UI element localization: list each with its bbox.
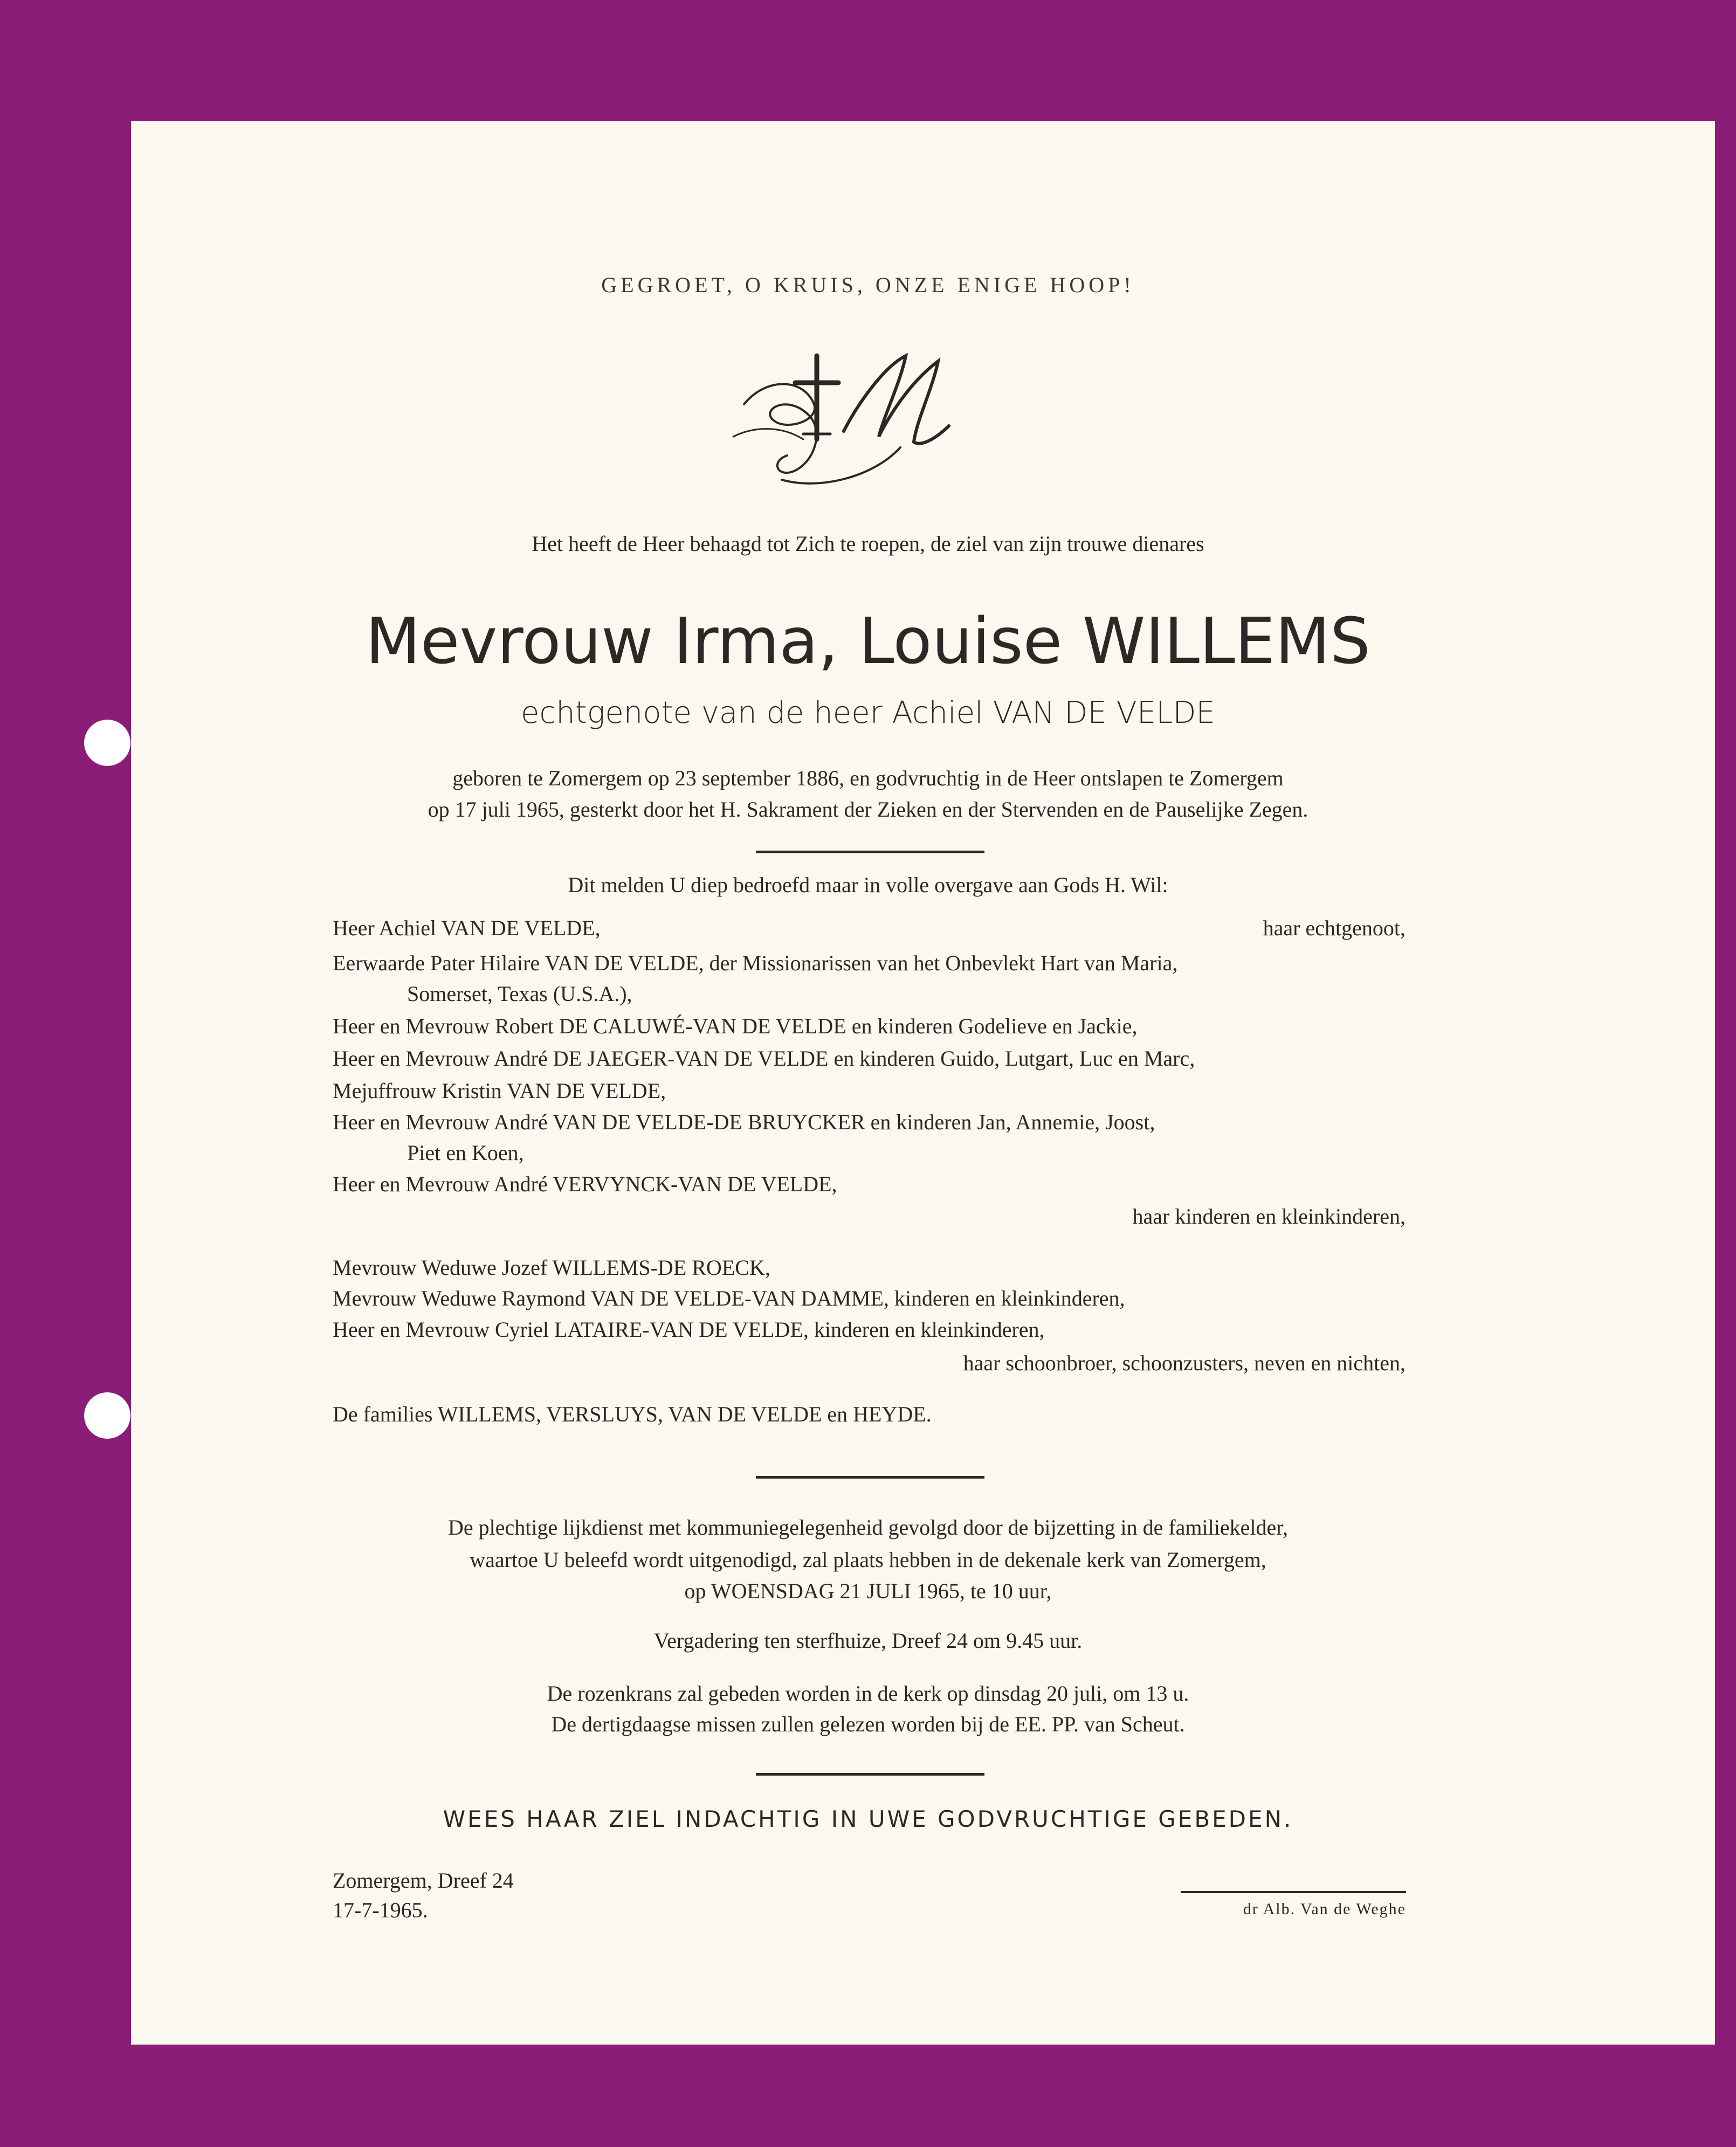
divider-3: [756, 1773, 984, 1776]
divider-1: [756, 851, 984, 853]
divider-2: [756, 1476, 984, 1479]
family-line-11: Mevrouw Weduwe Jozef WILLEMS-DE ROECK,: [333, 1255, 770, 1280]
masses-line: De dertigdaagse missen zullen gelezen worden bij de EE. PP. van Scheut.: [551, 1712, 1185, 1736]
family-line-8: Piet en Koen,: [407, 1141, 524, 1165]
intro-text: Het heeft de Heer behaagd tot Zich te roepen, de ziel van zijn trouwe dienares: [532, 531, 1204, 556]
families-line: De families WILLEMS, VERSLUYS, VAN DE VELDE en HEYDE.: [333, 1402, 932, 1426]
printer-credit: dr Alb. Van de Weghe: [1243, 1900, 1406, 1918]
family-line-13: Heer en Mevrouw Cyriel LATAIRE-VAN DE VELDE, kinderen en kleinkinderen,: [333, 1317, 1045, 1342]
husband-name: Heer Achiel VAN DE VELDE,: [333, 916, 601, 940]
family-line-12: Mevrouw Weduwe Raymond VAN DE VELDE-VAN DAMME, kinderen en kleinkinderen,: [333, 1286, 1125, 1310]
spouse-line: echtgenote van de heer Achiel VAN DE VELDE: [521, 695, 1215, 730]
printer-rule: [1181, 1891, 1406, 1893]
family-line-9: Heer en Mevrouw André VERVYNCK-VAN DE VELDE,: [333, 1172, 837, 1196]
service-line-2: waartoe U beleefd wordt uitgenodigd, zal plaats hebben in de dekenale kerk van Zomergem,: [470, 1548, 1266, 1572]
family-line-husband: [333, 915, 1406, 941]
family-line-7: Heer en Mevrouw André VAN DE VELDE-DE BRUYCKER en kinderen Jan, Annemie, Joost,: [333, 1110, 1155, 1134]
punch-hole-bottom: [84, 1392, 130, 1439]
birth-death-line-2: op 17 juli 1965, gesterkt door het H. Sakrament der Zieken en der Stervenden en de Pauselijke Zegen.: [428, 797, 1308, 821]
children-role: haar kinderen en kleinkinderen,: [1132, 1204, 1406, 1228]
family-line-2: Eerwaarde Pater Hilaire VAN DE VELDE, der Missionarissen van het Onbevlekt Hart van Maria,: [333, 951, 1178, 975]
birth-death-line-1: geboren te Zomergem op 23 september 1886, en godvruchtig in de Heer ontslapen te Zomergem: [452, 766, 1284, 790]
family-line-3: Somerset, Texas (U.S.A.),: [407, 982, 632, 1006]
family-line-6: Mejuffrouw Kristin VAN DE VELDE,: [333, 1079, 666, 1103]
address: Zomergem, Dreef 24: [333, 1868, 514, 1893]
cross-monogram-icon: [722, 345, 981, 491]
husband-role: haar echtgenoot,: [1263, 916, 1406, 940]
service-line-3: op WOENSDAG 21 JULI 1965, te 10 uur,: [684, 1579, 1052, 1603]
deceased-name: Mevrouw Irma, Louise WILLEMS: [366, 604, 1370, 678]
motto: GEGROET, O KRUIS, ONZE ENIGE HOOP!: [601, 273, 1135, 297]
date: 17-7-1965.: [333, 1898, 428, 1922]
family-line-5: Heer en Mevrouw André DE JAEGER-VAN DE VELDE en kinderen Guido, Lutgart, Luc en Marc,: [333, 1046, 1195, 1071]
service-line-1: De plechtige lijkdienst met kommuniegelegenheid gevolgd door de bijzetting in de familiekelder,: [448, 1515, 1288, 1540]
family-line-4: Heer en Mevrouw Robert DE CALUWÉ-VAN DE VELDE en kinderen Godelieve en Jackie,: [333, 1014, 1138, 1038]
rosary-line: De rozenkrans zal gebeden worden in de kerk op dinsdag 20 juli, om 13 u.: [547, 1681, 1189, 1706]
gathering-line: Vergadering ten sterfhuize, Dreef 24 om 9.45 uur.: [653, 1628, 1083, 1653]
closing-prayer: WEES HAAR ZIEL INDACHTIG IN UWE GODVRUCHTIGE GEBEDEN.: [443, 1806, 1293, 1832]
announcement: Dit melden U diep bedroefd maar in volle overgave aan Gods H. Wil:: [568, 873, 1168, 897]
inlaws-role: haar schoonbroer, schoonzusters, neven en nichten,: [963, 1351, 1406, 1375]
